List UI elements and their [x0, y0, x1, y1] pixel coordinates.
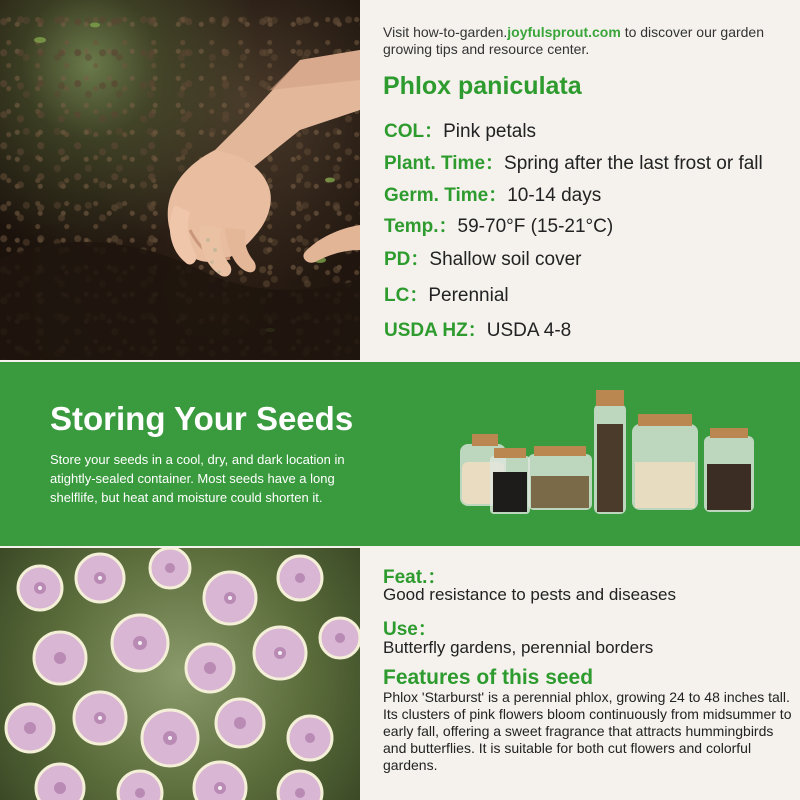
spec-planting-depth — [384, 244, 581, 271]
spec-temperature — [384, 211, 613, 238]
spec-temperature-value: 59-70°F (15-21°C) — [457, 216, 614, 237]
spec-plant-time-value: Spring after the last frost or fall — [504, 153, 763, 174]
plant-info-panel — [360, 0, 800, 360]
feat-value: Good resistance to pests and diseases — [383, 585, 676, 604]
promo-prefix: Visit how-to-garden. — [383, 24, 508, 40]
spec-usda-zone-value: USDA 4-8 — [486, 320, 572, 341]
plant-name: Phlox paniculata — [383, 72, 582, 100]
spec-life-cycle-label: LC： — [384, 285, 429, 306]
spec-life-cycle-value: Perennial — [428, 285, 509, 306]
jar-pumpkin-seeds — [632, 414, 698, 510]
use-label: Use： — [383, 619, 437, 640]
storage-title: Storing Your Seeds — [50, 400, 354, 437]
spec-color-label: COL： — [384, 121, 444, 142]
jar-black-seeds — [490, 448, 530, 514]
bottom-section — [0, 548, 800, 800]
spec-temperature-label: Temp.： — [384, 216, 458, 237]
features-panel — [360, 548, 800, 800]
promo-suffix: to discover our garden growing tips and resource center. — [383, 24, 765, 57]
features-title: Features of this seed — [383, 666, 594, 689]
storage-band — [0, 362, 800, 546]
hand-sowing-seeds-photo — [0, 0, 360, 360]
spec-color — [384, 116, 536, 143]
use-value: Butterfly gardens, perennial borders — [383, 638, 654, 657]
spec-plant-time-label: Plant. Time： — [384, 153, 505, 174]
spec-plant-time — [384, 148, 763, 175]
features-description: Phlox 'Starburst' is a perennial phlox, growing 24 to 48 inches tall. Its clusters of pink flowers bloom continuously from midsummer to early fall, offering a sweet fragrance that attracts hummingbirds and butterflies. It is suitable for both cut flowers and colorful gardens. — [383, 689, 792, 773]
spec-germ-time-label: Germ. Time： — [384, 185, 508, 206]
spec-color-value: Pink petals — [443, 121, 537, 142]
pink-phlox-flowers-photo — [0, 548, 360, 800]
spec-usda-zone-label: USDA HZ： — [384, 320, 487, 341]
website-link[interactable]: joyfulsprout.com — [507, 24, 621, 40]
jar-brown-seeds — [528, 446, 592, 510]
spec-life-cycle — [384, 280, 509, 307]
promo-text — [383, 24, 793, 58]
spec-planting-depth-value: Shallow soil cover — [429, 249, 582, 270]
storage-text: Store your seeds in a cool, dry, and dark location in atightly-sealed container. Most seeds have a long shelflife, but heat and moisture could shorten it. — [50, 452, 345, 505]
spec-usda-zone — [384, 315, 571, 342]
jar-mixed-beans — [704, 428, 754, 512]
seed-jars-image — [452, 384, 772, 524]
spec-germ-time-value: 10-14 days — [507, 185, 602, 206]
top-section — [0, 0, 800, 360]
feat-label: Feat.： — [383, 567, 447, 588]
spec-germ-time — [384, 180, 601, 207]
spec-planting-depth-label: PD： — [384, 249, 430, 270]
jar-tall-seeds — [594, 390, 626, 514]
